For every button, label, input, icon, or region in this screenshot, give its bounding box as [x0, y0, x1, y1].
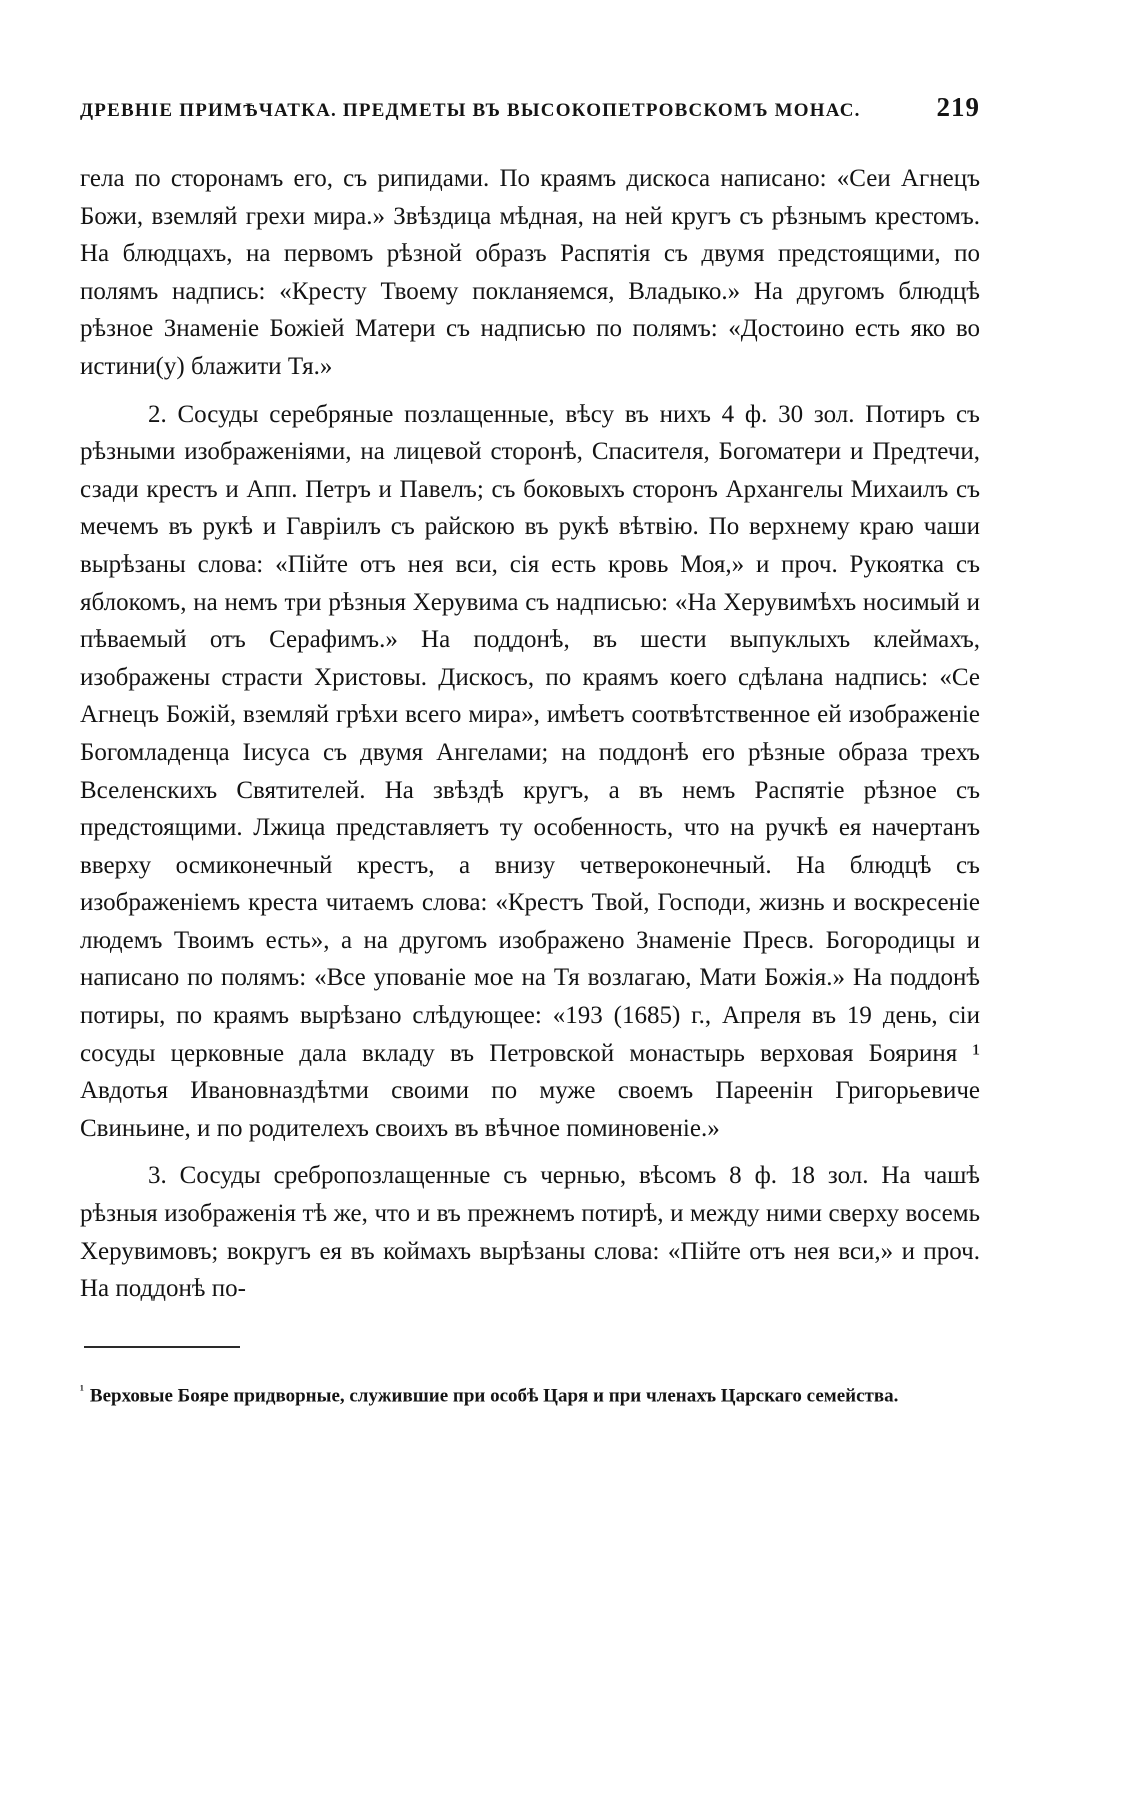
body-text — [80, 160, 980, 1308]
paragraph-item-3: 3. Сосуды сребропозлащенные съ чернью, вѣсомъ 8 ф. 18 зол. На чашѣ рѣзныя изображенія тѣ же, что и въ прежнемъ потирѣ, и между ними сверху восемь Херувимовъ; вокругъ ея въ коймахъ вырѣзаны слова: «Пійте отъ нея вси,» и проч. На поддонѣ по- — [80, 1162, 980, 1303]
paragraph-item-2: 2. Сосуды серебряные позлащенные, вѣсу въ нихъ 4 ф. 30 зол. Потиръ съ рѣзными изображеніями, на лицевой сторонѣ, Спасителя, Богоматери и Предтечи, сзади крестъ и Апп. Петръ и Павелъ; съ боковыхъ сторонъ Архангелы Михаилъ съ мечемъ въ рукѣ и Гавріилъ съ райскою въ рукѣ вѣтвію. По верхнему краю чаши вырѣзаны слова: «Пійте отъ нея вси, сія есть кровь Моя,» и проч. Рукоятка съ яблокомъ, на немъ три рѣзныя Херувима съ надписью: «На Херувимѣхъ носимый и пѣваемый отъ Серафимъ.» На поддонѣ, въ шести выпуклыхъ клеймахъ, изображены страсти Христовы. Дискосъ, по краямъ коего сдѣлана надпись: «Се Агнецъ Божій, вземляй грѣхи всего мира», имѣетъ соотвѣтственное ей изображеніе Богомладенца Іисуса съ двумя Ангелами; на поддонѣ его рѣзные образа трехъ Вселенскихъ Святителей. На звѣздѣ кругъ, а въ немъ Распятіе рѣзное съ предстоящими. Лжица представляетъ ту особенность, что на ручкѣ ея начертанъ вверху осмиконечный крестъ, а внизу четвероконечный. На блюдцѣ съ изображеніемъ креста читаемъ слова: «Крестъ Твой, Господи, жизнь и воскресеніе людемъ Твоимъ есть», а на другомъ изображено Знаменіе Пресв. Богородицы и написано по полямъ: «Все упованіе мое на Тя возлагаю, Мати Божія.» На поддонѣ потиры, по краямъ вырѣзано слѣдующее: «193 (1685) г., Апреля въ 19 день, сіи сосуды церковные дала вкладу въ Петровской монастырь верховая Бояриня ¹ Авдотья Ивановназдѣтми своими по муже своемъ Пареенін Григорьевиче Свиньине, и по родителехъ своихъ въ вѣчное поминовеніе.» — [80, 400, 980, 1142]
footnote-text: Верховые Бояре придворные, служившие при особѣ Царя и при членахъ Царскаго семейства. — [89, 1385, 899, 1407]
running-header — [80, 92, 980, 136]
running-title: ДРЕВНІЕ ПРИМѢЧАТКА. ПРЕДМЕТЫ ВЪ ВЫСОКОПЕТРОВСКОМЪ МОНАС. — [80, 100, 861, 121]
footnote-mark: ¹ — [80, 1381, 84, 1397]
book-page — [80, 92, 980, 1412]
paragraph-continuation: гела по сторонамъ его, съ рипидами. По краямъ дискоса написано: «Сеи Агнецъ Божи, вземляй грехи мира.» Звѣздица мѣдная, на ней кругъ съ рѣзнымъ крестомъ. На блюдцахъ, на первомъ рѣзной образъ Распятія съ двумя предстоящими, по полямъ надпись: «Кресту Твоему покланяемся, Владыко.» На другомъ блюдцѣ рѣзное Знаменіе Божіей Матери съ надписью по полямъ: «Достоино есть яко во истини(у) блажити Тя.» — [80, 165, 980, 380]
footnote-divider — [84, 1346, 240, 1348]
footnote — [80, 1374, 980, 1412]
page-number: 219 — [936, 92, 980, 122]
